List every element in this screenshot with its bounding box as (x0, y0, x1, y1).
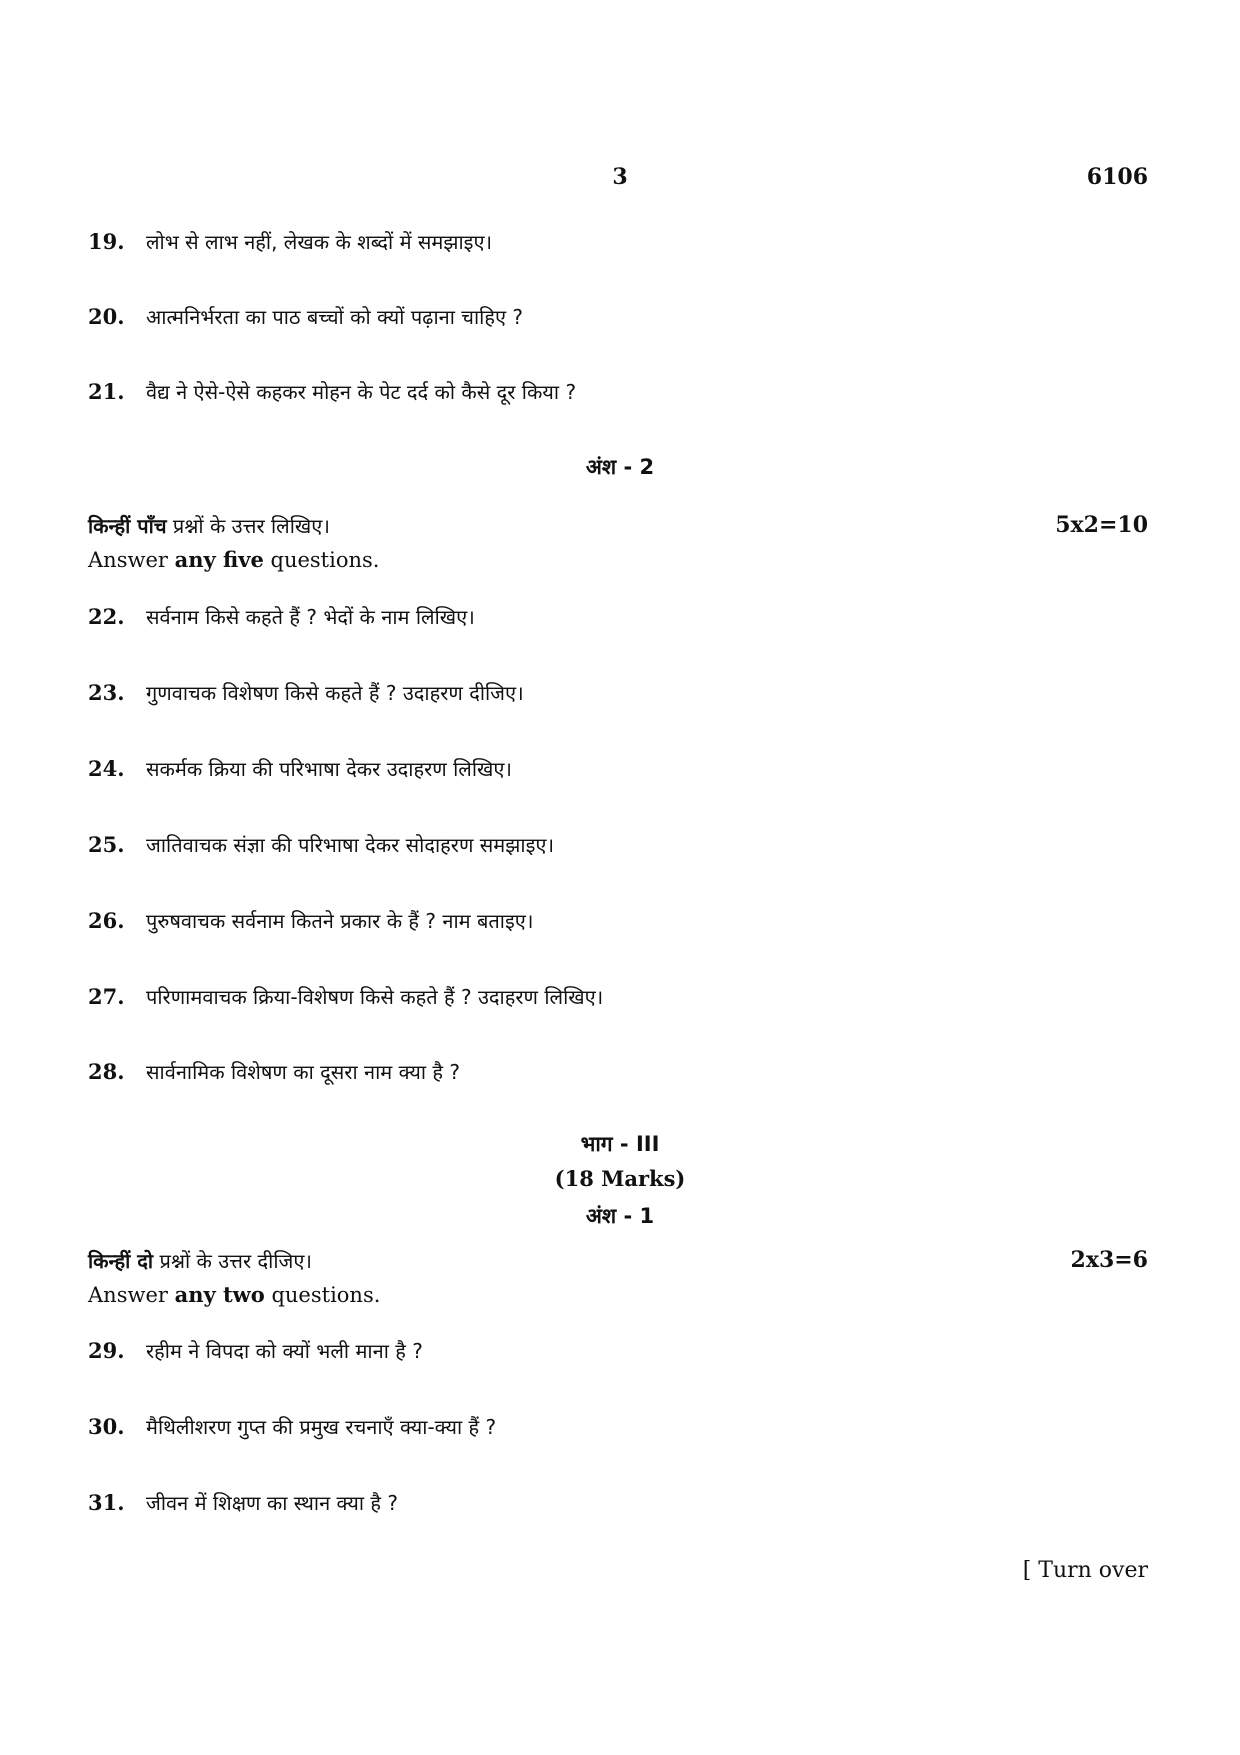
question-text: गुणवाचक विशेषण किसे कहते हैं ? उदाहरण दीजिए। (146, 681, 524, 705)
question-number: 31. (88, 1490, 125, 1515)
question-number: 23. (88, 680, 125, 705)
instruction-emphasis: किन्हीं पाँच (88, 514, 167, 538)
question-item (88, 1489, 398, 1516)
turn-over-note: [ Turn over (1022, 1558, 1148, 1583)
question-text: आत्मनिर्भरता का पाठ बच्चों को क्यों पढ़ाना चाहिए ? (146, 305, 523, 329)
question-text: सर्वनाम किसे कहते हैं ? भेदों के नाम लिखिए। (146, 605, 475, 629)
question-item (88, 907, 533, 934)
question-item (88, 1337, 423, 1364)
instruction-text: Answer (88, 548, 175, 572)
section-instruction-english (88, 547, 379, 572)
question-item (88, 983, 603, 1010)
question-item (88, 831, 554, 858)
question-number: 22. (88, 604, 125, 629)
instruction-text: Answer (88, 1283, 175, 1307)
question-number: 24. (88, 756, 125, 781)
question-number: 29. (88, 1338, 125, 1363)
question-text: मैथिलीशरण गुप्त की प्रमुख रचनाएँ क्या-क्या हैं ? (146, 1415, 497, 1439)
instruction-text: questions. (264, 1283, 381, 1307)
question-item (88, 303, 523, 330)
instruction-emphasis: any five (174, 547, 264, 572)
instruction-emphasis: any two (174, 1282, 265, 1307)
section-heading: अंश - 1 (585, 1204, 655, 1228)
instruction-text: questions. (263, 548, 380, 572)
question-text: सकर्मक क्रिया की परिभाषा देकर उदाहरण लिखिए। (146, 757, 513, 781)
section-marks: 2x3=6 (1070, 1247, 1148, 1273)
instruction-text: प्रश्नों के उत्तर लिखिए। (166, 514, 330, 538)
question-number: 21. (88, 379, 125, 404)
instruction-text: प्रश्नों के उत्तर दीजिए। (153, 1249, 313, 1273)
question-text: परिणामवाचक क्रिया-विशेषण किसे कहते हैं ? उदाहरण लिखिए। (146, 985, 604, 1009)
question-number: 25. (88, 832, 125, 857)
question-number: 20. (88, 304, 125, 329)
part-heading: भाग - III (580, 1132, 660, 1156)
question-item (88, 228, 492, 255)
question-text: लोभ से लाभ नहीं, लेखक के शब्दों में समझाइए। (146, 230, 493, 254)
question-item (88, 755, 512, 782)
section-instruction-hindi (88, 1247, 312, 1274)
question-number: 28. (88, 1059, 125, 1084)
part-marks-heading: (18 Marks) (554, 1166, 686, 1191)
section-heading: अंश - 2 (585, 455, 655, 479)
instruction-emphasis: किन्हीं दो (88, 1249, 154, 1273)
question-number: 26. (88, 908, 125, 933)
question-item (88, 1058, 460, 1085)
question-item (88, 378, 576, 405)
question-text: जीवन में शिक्षण का स्थान क्या है ? (146, 1491, 398, 1515)
question-item (88, 679, 524, 706)
question-text: पुरुषवाचक सर्वनाम कितने प्रकार के हैं ? नाम बताइए। (146, 909, 534, 933)
question-text: वैद्य ने ऐसे-ऐसे कहकर मोहन के पेट दर्द को कैसे दूर किया ? (146, 380, 577, 404)
question-item (88, 603, 475, 630)
page-number: 3 (612, 164, 628, 190)
question-number: 30. (88, 1414, 125, 1439)
question-number: 19. (88, 229, 125, 254)
question-text: सार्वनामिक विशेषण का दूसरा नाम क्या है ? (146, 1060, 461, 1084)
section-marks: 5x2=10 (1055, 512, 1148, 538)
section-instruction-hindi (88, 512, 330, 539)
question-text: जातिवाचक संज्ञा की परिभाषा देकर सोदाहरण समझाइए। (146, 833, 555, 857)
section-instruction-english (88, 1282, 380, 1307)
question-text: रहीम ने विपदा को क्यों भली माना है ? (146, 1339, 423, 1363)
question-number: 27. (88, 984, 125, 1009)
paper-code: 6106 (1086, 164, 1148, 190)
question-item (88, 1413, 496, 1440)
